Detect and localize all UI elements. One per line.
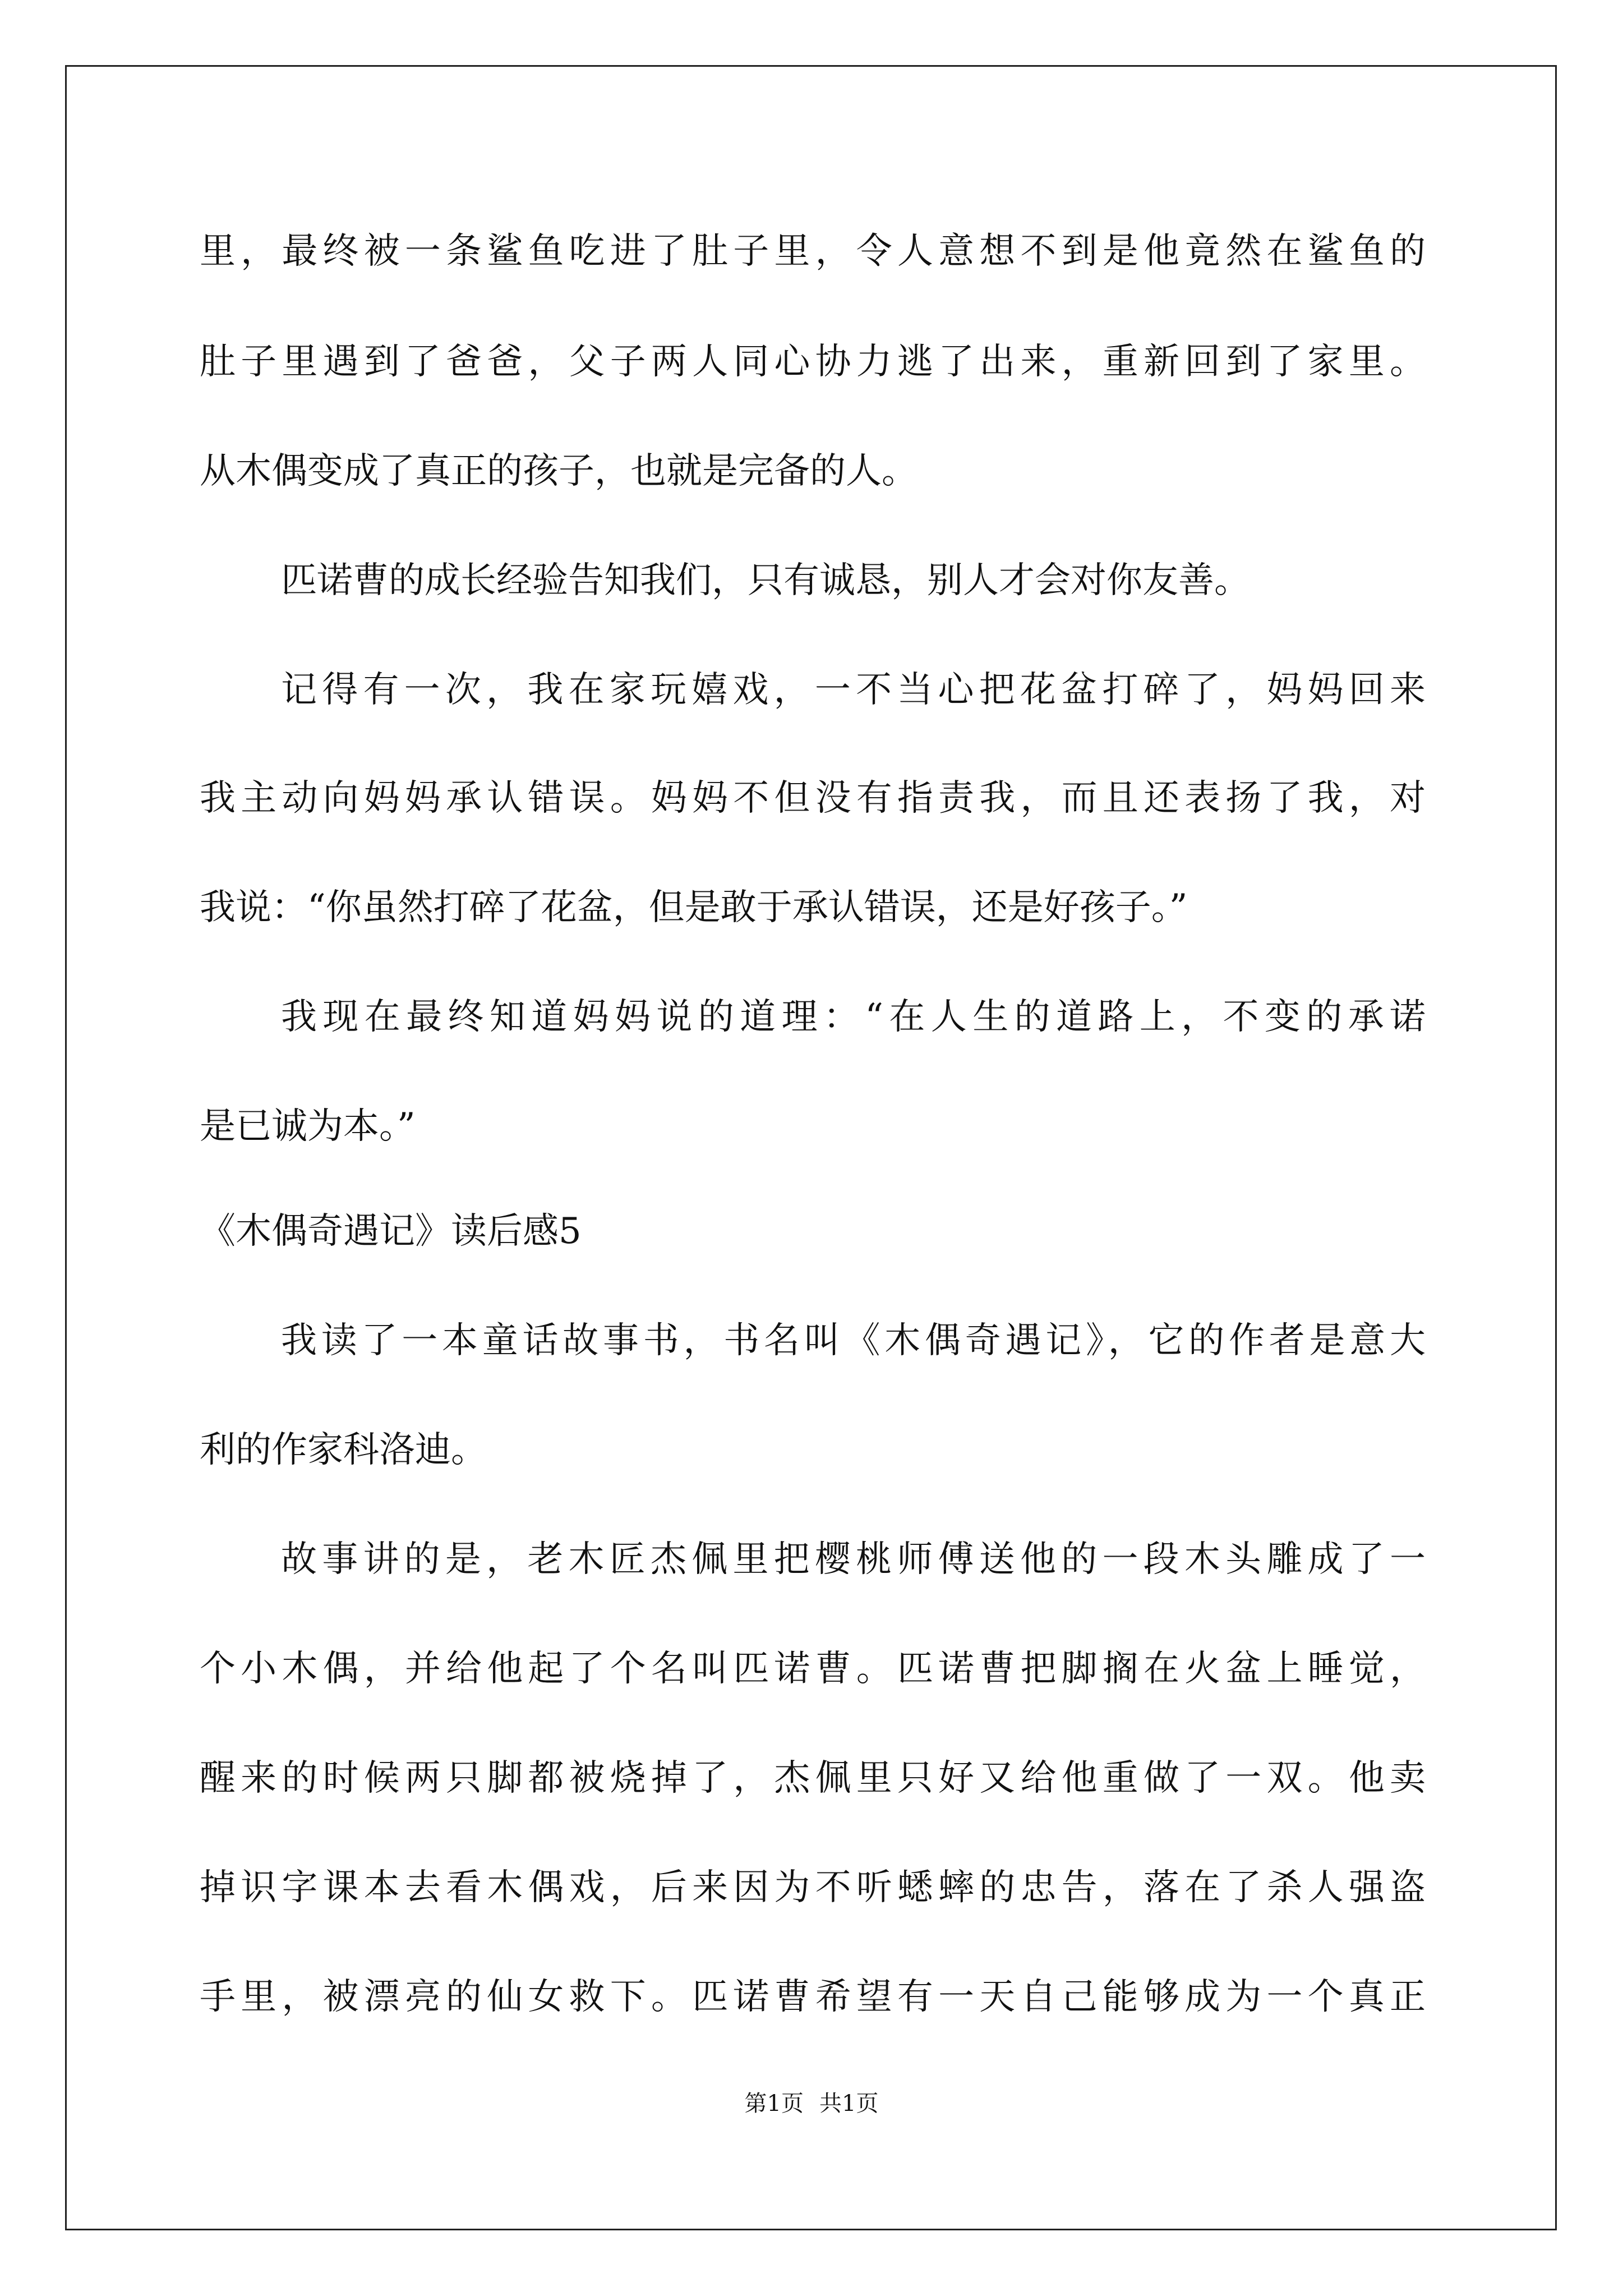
page-number: 第1页 [744,2091,804,2116]
text-line: 匹诺曹的成长经验告知我们，只有诚恳，别人才会对你友善。 [281,560,1250,601]
text-line: 掉识字课本去看木偶戏，后来因为不听蟋蟀的忠告，落在了杀人强盗 [200,1867,1426,1908]
text-line: 从木偶变成了真正的孩子，也就是完备的人。 [200,450,917,492]
text-line: 我读了一本童话故事书，书名叫《木偶奇遇记》，它的作者是意大 [281,1320,1426,1361]
text-line: 醒来的时候两只脚都被烧掉了，杰佩里只好又给他重做了一双。他卖 [200,1757,1426,1799]
text-line: 里，最终被一条鲨鱼吃进了肚子里，令人意想不到是他竟然在鲨鱼的 [200,231,1426,272]
page-total: 共1页 [819,2091,879,2116]
text-line: 肚子里遇到了爸爸，父子两人同心协力逃了出来，重新回到了家里。 [200,341,1426,383]
section-heading: 《木偶奇遇记》读后感5 [200,1211,582,1252]
text-line: 手里，被漂亮的仙女救下。匹诺曹希望有一天自己能够成为一个真正 [200,1976,1426,2018]
page-footer [0,2087,1623,2120]
text-line: 我主动向妈妈承认错误。妈妈不但没有指责我，而且还表扬了我，对 [200,777,1426,819]
text-line: 我现在最终知道妈妈说的道理：“在人生的道路上，不变的承诺 [281,996,1426,1038]
text-line: 是已诚为本。” [200,1106,416,1147]
text-line: 我说：“你虽然打碎了花盆，但是敢于承认错误，还是好孩子。” [200,887,1188,928]
text-line: 利的作家科洛迪。 [200,1429,487,1471]
text-line: 记得有一次，我在家玩嬉戏，一不当心把花盆打碎了，妈妈回来 [281,669,1426,711]
text-line: 个小木偶，并给他起了个名叫匹诺曹。匹诺曹把脚搁在火盆上睡觉， [200,1648,1426,1690]
text-line: 故事讲的是，老木匠杰佩里把樱桃师傅送他的一段木头雕成了一 [281,1539,1426,1580]
